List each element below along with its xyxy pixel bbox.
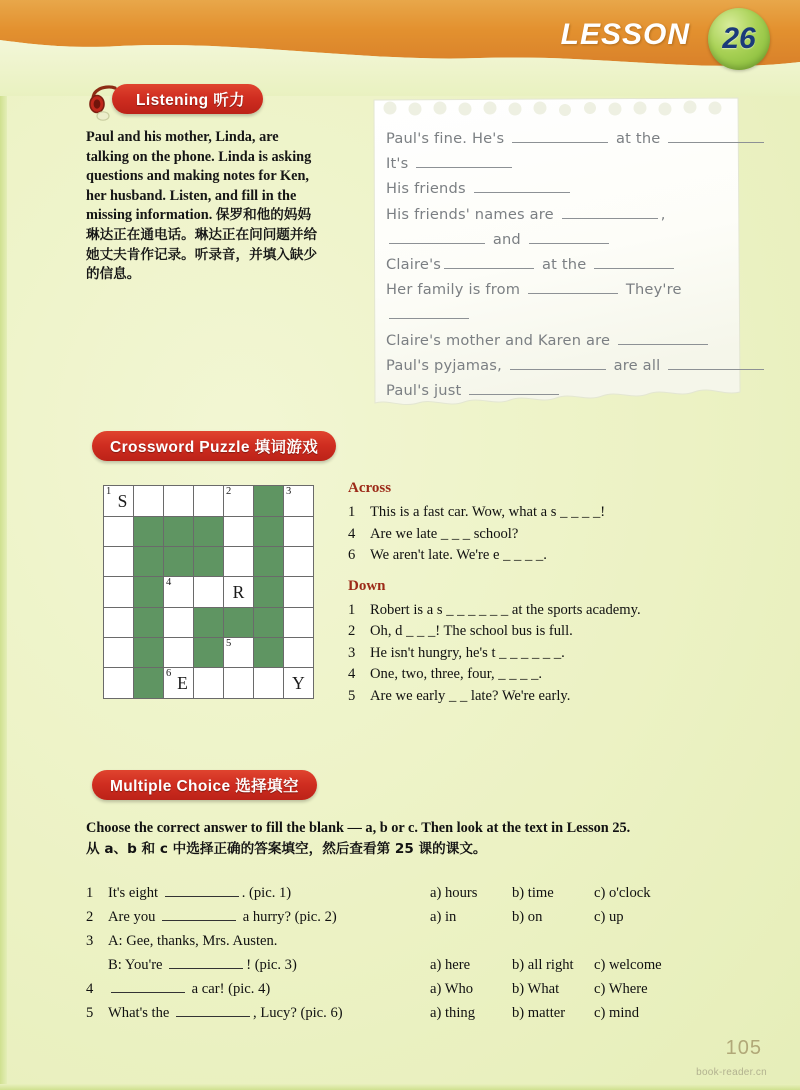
- note-text: at the: [611, 130, 666, 147]
- down-clue: [348, 686, 748, 708]
- mc-answer-blank[interactable]: [111, 978, 185, 993]
- multiple-choice-row: [86, 1001, 746, 1025]
- crossword-cell-blocked: [194, 547, 224, 577]
- crossword-cell[interactable]: [284, 608, 314, 638]
- clue-number: 4: [348, 666, 356, 682]
- crossword-cell[interactable]: [194, 668, 224, 699]
- crossword-cell[interactable]: [134, 486, 164, 517]
- mc-question-post: a car! (pic. 4): [188, 981, 271, 997]
- note-blank[interactable]: [528, 278, 618, 294]
- multiple-choice-row: [86, 881, 746, 905]
- crossword-cell-number: 4: [166, 577, 172, 588]
- crossword-cell-number: 6: [166, 668, 172, 679]
- mc-instruction-cn: 从 a、b 和 c 中选择正确的答案填空，然后查看第 25 课的课文。: [86, 841, 487, 857]
- clue-text: Are we late _ _ _ school?: [370, 525, 519, 542]
- crossword-row: [104, 668, 314, 699]
- mc-question-pre: B: You're: [108, 957, 167, 973]
- mc-answer-blank[interactable]: [165, 882, 239, 897]
- mc-option-c[interactable]: c) welcome: [594, 957, 662, 973]
- crossword-cell[interactable]: [194, 577, 224, 608]
- mc-option-b[interactable]: b) time: [512, 885, 554, 901]
- crossword-cell[interactable]: [104, 638, 134, 668]
- down-clue: [348, 600, 748, 622]
- crossword-clues: [348, 480, 748, 707]
- crossword-cell[interactable]: [164, 638, 194, 668]
- down-heading: Down: [348, 577, 386, 594]
- note-line: [386, 378, 728, 403]
- note-text: Claire's mother and Karen are: [386, 331, 616, 349]
- note-text: Paul's pyjamas,: [386, 356, 507, 374]
- note-blank[interactable]: [416, 152, 512, 168]
- crossword-cell-number: 5: [226, 638, 232, 649]
- clue-text: We aren't late. We're e _ _ _ _.: [370, 547, 547, 563]
- note-blank[interactable]: [529, 228, 609, 244]
- crossword-cell[interactable]: [104, 608, 134, 638]
- note-line: [386, 277, 728, 302]
- crossword-cell[interactable]: [284, 668, 314, 699]
- crossword-cell[interactable]: [164, 608, 194, 638]
- crossword-cell-number: 1: [106, 486, 112, 497]
- crossword-cell[interactable]: [284, 638, 314, 668]
- crossword-cell-letter: R: [232, 582, 245, 602]
- crossword-row: [104, 638, 314, 668]
- note-line: [386, 252, 728, 277]
- mc-option-c[interactable]: c) o'clock: [594, 885, 651, 901]
- crossword-row: [104, 577, 314, 608]
- mc-item-number: 2: [86, 909, 94, 925]
- multiple-choice-row: [86, 953, 746, 977]
- note-paper: [372, 96, 742, 409]
- crossword-cell[interactable]: [104, 547, 134, 577]
- mc-item-number: 3: [86, 933, 94, 949]
- mc-question-pre: A: Gee, thanks, Mrs. Austen.: [108, 933, 278, 949]
- crossword-cell[interactable]: [284, 486, 314, 517]
- crossword-cell[interactable]: [104, 517, 134, 547]
- note-blank[interactable]: [562, 203, 658, 219]
- note-line: [386, 328, 728, 353]
- note-line: [386, 151, 728, 176]
- note-line: [386, 176, 728, 201]
- note-blank-lines: [386, 126, 728, 403]
- multiple-choice-row: [86, 929, 746, 953]
- listening-header-label: Listening 听力: [136, 92, 245, 109]
- note-blank[interactable]: [618, 329, 708, 345]
- listening-instruction-en: Paul and his mother, Linda, are talking on the phone. Linda is asking questions and making notes for Ken, her husband. Listen, and fill in the missing information.: [86, 129, 312, 224]
- crossword-cell-blocked: [164, 547, 194, 577]
- crossword-cell[interactable]: [104, 577, 134, 608]
- note-line: [386, 227, 728, 252]
- mc-question: [108, 953, 430, 977]
- crossword-cell[interactable]: [224, 517, 254, 547]
- lesson-number: 26: [722, 22, 756, 55]
- mc-question: [108, 977, 430, 1001]
- watermark: book-reader.cn: [696, 1067, 767, 1078]
- crossword-row: [104, 547, 314, 577]
- crossword-cell-blocked: [134, 608, 164, 638]
- mc-option-a[interactable]: a) thing: [430, 1005, 475, 1021]
- note-line: [386, 202, 728, 227]
- note-text: Paul's just: [386, 382, 467, 400]
- crossword-cell[interactable]: [254, 668, 284, 699]
- crossword-cell-blocked: [254, 486, 284, 517]
- clue-text: This is a fast car. Wow, what a s _ _ _ _!: [370, 504, 606, 520]
- across-clue: [348, 524, 748, 546]
- crossword-cell-blocked: [254, 638, 284, 668]
- note-text: at the: [537, 256, 592, 274]
- clue-number: 4: [348, 525, 356, 542]
- clue-text: He isn't hungry, he's t _ _ _ _ _ _.: [370, 644, 565, 661]
- note-blank[interactable]: [512, 127, 608, 143]
- across-heading: Across: [348, 480, 392, 496]
- mc-question-post: ! (pic. 3): [246, 957, 297, 973]
- mc-question: [108, 905, 430, 929]
- crossword-cell[interactable]: [104, 486, 134, 517]
- note-text: and: [488, 230, 526, 248]
- note-text: are all: [608, 356, 666, 374]
- note-blank[interactable]: [474, 177, 570, 193]
- crossword-cell-blocked: [194, 517, 224, 547]
- page-number: 105: [725, 1037, 762, 1059]
- mc-option-c[interactable]: c) Where: [594, 981, 648, 997]
- mc-question-pre: Are you: [108, 909, 160, 925]
- multiple-choice-row: [86, 905, 746, 929]
- down-clue: [348, 643, 748, 665]
- crossword-cell-number: 3: [286, 486, 292, 497]
- crossword-cell-blocked: [134, 668, 164, 699]
- mc-option-b[interactable]: b) on: [512, 909, 543, 925]
- crossword-cell-letter: Y: [292, 673, 305, 693]
- crossword-cell[interactable]: [164, 486, 194, 517]
- across-clue-list: [348, 502, 748, 567]
- crossword-cell[interactable]: [224, 668, 254, 699]
- note-text: ,: [660, 205, 666, 223]
- note-line: [386, 353, 728, 378]
- mc-option-c[interactable]: c) up: [594, 909, 624, 925]
- mc-option-c[interactable]: c) mind: [594, 1005, 639, 1021]
- crossword-cell-blocked: [254, 577, 284, 608]
- crossword-cell-blocked: [194, 608, 224, 638]
- note-blank[interactable]: [389, 303, 469, 319]
- across-clue: [348, 502, 748, 524]
- crossword-cell[interactable]: [284, 517, 314, 547]
- note-blank[interactable]: [668, 354, 764, 370]
- note-blank[interactable]: [668, 127, 764, 143]
- mc-answer-blank[interactable]: [162, 906, 236, 921]
- multiple-choice-header-label: Multiple Choice 选择填空: [110, 778, 299, 795]
- clue-number: 5: [348, 687, 356, 704]
- crossword-cell[interactable]: [224, 577, 254, 608]
- crossword-section-header: [92, 431, 336, 461]
- crossword-cell[interactable]: [164, 668, 194, 699]
- clue-number: 1: [348, 504, 356, 520]
- mc-option-b[interactable]: b) all right: [512, 957, 574, 973]
- crossword-cell[interactable]: [194, 486, 224, 517]
- crossword-cell-letter: E: [177, 673, 188, 693]
- crossword-cell[interactable]: [164, 577, 194, 608]
- crossword-cell-blocked: [134, 547, 164, 577]
- multiple-choice-instructions: [86, 818, 746, 860]
- crossword-grid-body: [104, 486, 314, 699]
- clue-text: Oh, d _ _ _! The school bus is full.: [370, 623, 573, 639]
- down-clue: [348, 664, 748, 686]
- mc-question-post: , Lucy? (pic. 6): [253, 1005, 343, 1021]
- mc-answer-blank[interactable]: [169, 954, 243, 969]
- crossword-cell[interactable]: [104, 668, 134, 699]
- mc-question-pre: It's eight: [108, 885, 162, 901]
- listening-instruction-cn: 保罗和他的妈妈琳达正在通电话。琳达正在问问题并给她丈夫肯作记录。听录音，并填入缺少的信息。: [86, 207, 318, 283]
- crossword-cell[interactable]: [224, 486, 254, 517]
- note-blank[interactable]: [594, 253, 674, 269]
- mc-option-a[interactable]: a) Who: [430, 981, 474, 997]
- multiple-choice-section-header: [92, 770, 317, 800]
- down-clue-list: [348, 600, 748, 708]
- crossword-cell-blocked: [134, 517, 164, 547]
- note-blank[interactable]: [469, 379, 559, 395]
- crossword-cell[interactable]: [224, 547, 254, 577]
- note-blank[interactable]: [510, 354, 606, 370]
- mc-instruction-en: Choose the correct answer to fill the blank — a, b or c. Then look at the text in Lesson 25.: [86, 820, 631, 836]
- clue-text: Are we early _ _ late? We're early.: [370, 687, 571, 704]
- crossword-cell-blocked: [194, 638, 224, 668]
- page-edge-left: [0, 0, 7, 1090]
- mc-question-post: a hurry? (pic. 2): [239, 909, 337, 925]
- mc-item-number: 1: [86, 885, 94, 901]
- clue-number: 3: [348, 644, 356, 661]
- mc-question: [108, 929, 430, 953]
- mc-item-number: 5: [86, 1005, 94, 1021]
- crossword-cell-blocked: [254, 517, 284, 547]
- crossword-header-label: Crossword Puzzle 填词游戏: [110, 439, 319, 456]
- lesson-label: LESSON: [560, 18, 690, 51]
- mc-option-a[interactable]: a) hours: [430, 885, 478, 901]
- crossword-row: [104, 486, 314, 517]
- mc-question: [108, 881, 430, 905]
- note-text: Her family is from: [386, 281, 525, 299]
- crossword-row: [104, 608, 314, 638]
- clue-number: 6: [348, 547, 356, 563]
- note-text: His friends' names are: [386, 205, 559, 223]
- crossword-cell[interactable]: [284, 577, 314, 608]
- mc-question-post: . (pic. 1): [241, 885, 292, 901]
- listening-section-header: [112, 84, 263, 114]
- clue-spacer: [348, 567, 748, 578]
- crossword-cell[interactable]: [224, 638, 254, 668]
- multiple-choice-items: [86, 881, 746, 1025]
- clue-text: Robert is a s _ _ _ _ _ _ at the sports academy.: [370, 601, 641, 618]
- clue-number: 1: [348, 601, 356, 618]
- crossword-cell[interactable]: [284, 547, 314, 577]
- mc-option-b[interactable]: b) What: [512, 981, 560, 997]
- mc-option-a[interactable]: a) in: [430, 909, 457, 925]
- note-text: Claire's: [386, 256, 442, 274]
- note-text: It's: [386, 155, 414, 173]
- note-blank[interactable]: [444, 253, 534, 269]
- mc-question: [108, 1001, 430, 1025]
- note-text: His friends: [386, 180, 471, 198]
- mc-option-a[interactable]: a) here: [430, 957, 471, 973]
- mc-item-number: 4: [86, 981, 94, 997]
- across-clue: [348, 545, 748, 567]
- mc-question-pre: What's the: [108, 1005, 174, 1021]
- crossword-cell-blocked: [164, 517, 194, 547]
- down-clue: [348, 621, 748, 643]
- page-edge-bottom: [0, 1084, 800, 1090]
- crossword-cell-blocked: [254, 608, 284, 638]
- note-text: They're: [620, 281, 682, 299]
- crossword-cell-blocked: [134, 577, 164, 608]
- listening-instructions: [86, 128, 318, 285]
- note-text: Paul's fine. He's: [386, 130, 510, 147]
- note-line: [386, 126, 728, 151]
- mc-answer-blank[interactable]: [176, 1002, 250, 1017]
- crossword-cell-number: 2: [226, 486, 232, 497]
- crossword-row: [104, 517, 314, 547]
- clue-number: 2: [348, 623, 356, 639]
- crossword-cell-letter: S: [117, 491, 128, 511]
- multiple-choice-row: [86, 977, 746, 1001]
- crossword-grid[interactable]: [103, 485, 314, 699]
- note-line: [386, 302, 728, 327]
- mc-option-b[interactable]: b) matter: [512, 1005, 566, 1021]
- clue-text: One, two, three, four, _ _ _ _.: [370, 666, 543, 682]
- lesson-number-badge: [708, 8, 770, 70]
- note-blank[interactable]: [389, 228, 485, 244]
- crossword-cell-blocked: [224, 608, 254, 638]
- crossword-cell-blocked: [134, 638, 164, 668]
- crossword-cell-blocked: [254, 547, 284, 577]
